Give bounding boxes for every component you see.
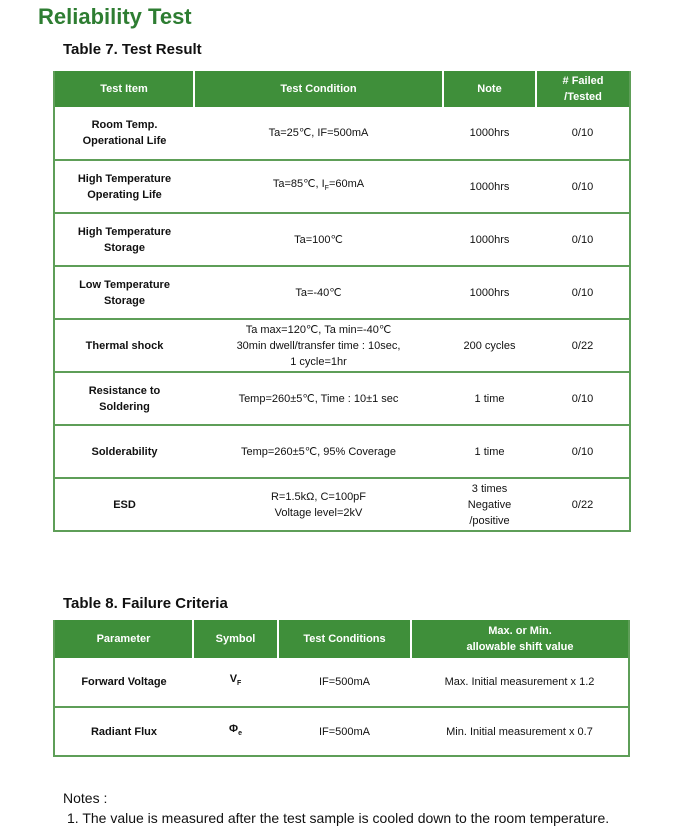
test-condition-cell: Temp=260±5℃, 95% Coverage — [194, 425, 443, 478]
table-header-row — [54, 620, 629, 658]
condition-text: Ta=85℃, I — [272, 177, 325, 190]
test-item-cell: Low Temperature Storage — [54, 266, 194, 319]
test-condition-cell: Ta=100℃ — [194, 213, 443, 266]
symbol-text: Φ — [229, 722, 239, 735]
table-row — [54, 658, 629, 707]
note-cell: 1000hrs — [443, 213, 536, 266]
table-row — [54, 266, 630, 319]
result-cell: 0/10 — [536, 372, 630, 425]
table-row — [54, 107, 630, 160]
header-failed-tested: # Failed /Tested — [536, 71, 630, 107]
conditions-cell: IF=500mA — [278, 658, 411, 707]
table-row — [54, 707, 629, 756]
notes-heading: Notes : — [63, 790, 108, 806]
header-note: Note — [443, 71, 536, 107]
symbol-cell — [193, 658, 278, 707]
result-cell: 0/22 — [536, 319, 630, 372]
note-item: 1. The value is measured after the test sample is cooled down to the room temperature. — [67, 810, 610, 826]
result-cell: 0/10 — [536, 425, 630, 478]
header-test-condition: Test Condition — [194, 71, 443, 107]
test-item-cell: High Temperature Storage — [54, 213, 194, 266]
note-cell: 1 time — [443, 425, 536, 478]
symbol-cell — [193, 707, 278, 756]
header-shift-value: Max. or Min. allowable shift value — [411, 620, 629, 658]
test-condition-cell: Ta=25℃, IF=500mA — [194, 107, 443, 160]
table-row — [54, 319, 630, 372]
notes-section — [63, 788, 609, 828]
note-cell: 1000hrs — [443, 266, 536, 319]
test-item-cell: Room Temp. Operational Life — [54, 107, 194, 160]
symbol-subscript: e — [238, 730, 242, 738]
header-parameter: Parameter — [54, 620, 193, 658]
shift-cell: Max. Initial measurement x 1.2 — [411, 658, 629, 707]
symbol-text: V — [229, 673, 238, 686]
note-cell: 1000hrs — [443, 107, 536, 160]
failure-criteria-table — [53, 620, 630, 757]
test-result-table — [53, 71, 631, 532]
symbol-subscript: F — [237, 680, 242, 688]
conditions-cell: IF=500mA — [278, 707, 411, 756]
header-test-item: Test Item — [54, 71, 194, 107]
test-condition-cell: Temp=260±5℃, Time : 10±1 sec — [194, 372, 443, 425]
page-title: Reliability Test — [38, 4, 192, 29]
result-cell: 0/10 — [536, 107, 630, 160]
result-cell: 0/22 — [536, 478, 630, 531]
note-cell: 1 time — [443, 372, 536, 425]
condition-subscript: F — [324, 185, 329, 193]
result-cell: 0/10 — [536, 266, 630, 319]
note-cell: 1000hrs — [443, 160, 536, 213]
table-header-row — [54, 71, 630, 107]
result-cell: 0/10 — [536, 160, 630, 213]
note-cell: 3 times Negative /positive — [443, 478, 536, 531]
test-item-cell: Solderability — [54, 425, 194, 478]
test-item-cell: Thermal shock — [54, 319, 194, 372]
test-item-cell: ESD — [54, 478, 194, 531]
test-item-cell: Resistance to Soldering — [54, 372, 194, 425]
shift-cell: Min. Initial measurement x 0.7 — [411, 707, 629, 756]
test-condition-cell — [194, 160, 443, 213]
result-cell: 0/10 — [536, 213, 630, 266]
parameter-cell: Forward Voltage — [54, 658, 193, 707]
header-test-conditions: Test Conditions — [278, 620, 411, 658]
test-condition-cell: Ta=-40℃ — [194, 266, 443, 319]
table-row — [54, 372, 630, 425]
test-condition-cell: R=1.5kΩ, C=100pF Voltage level=2kV — [194, 478, 443, 531]
table8-title: Table 8. Failure Criteria — [63, 595, 228, 612]
table-row — [54, 213, 630, 266]
table7-title: Table 7. Test Result — [63, 41, 202, 58]
table-row — [54, 425, 630, 478]
test-item-cell: High Temperature Operating Life — [54, 160, 194, 213]
table-row — [54, 478, 630, 531]
parameter-cell: Radiant Flux — [54, 707, 193, 756]
note-cell: 200 cycles — [443, 319, 536, 372]
condition-text: =60mA — [328, 177, 365, 190]
test-condition-cell: Ta max=120℃, Ta min=-40℃ 30min dwell/transfer time : 10sec, 1 cycle=1hr — [194, 319, 443, 372]
table-row — [54, 160, 630, 213]
header-symbol: Symbol — [193, 620, 278, 658]
